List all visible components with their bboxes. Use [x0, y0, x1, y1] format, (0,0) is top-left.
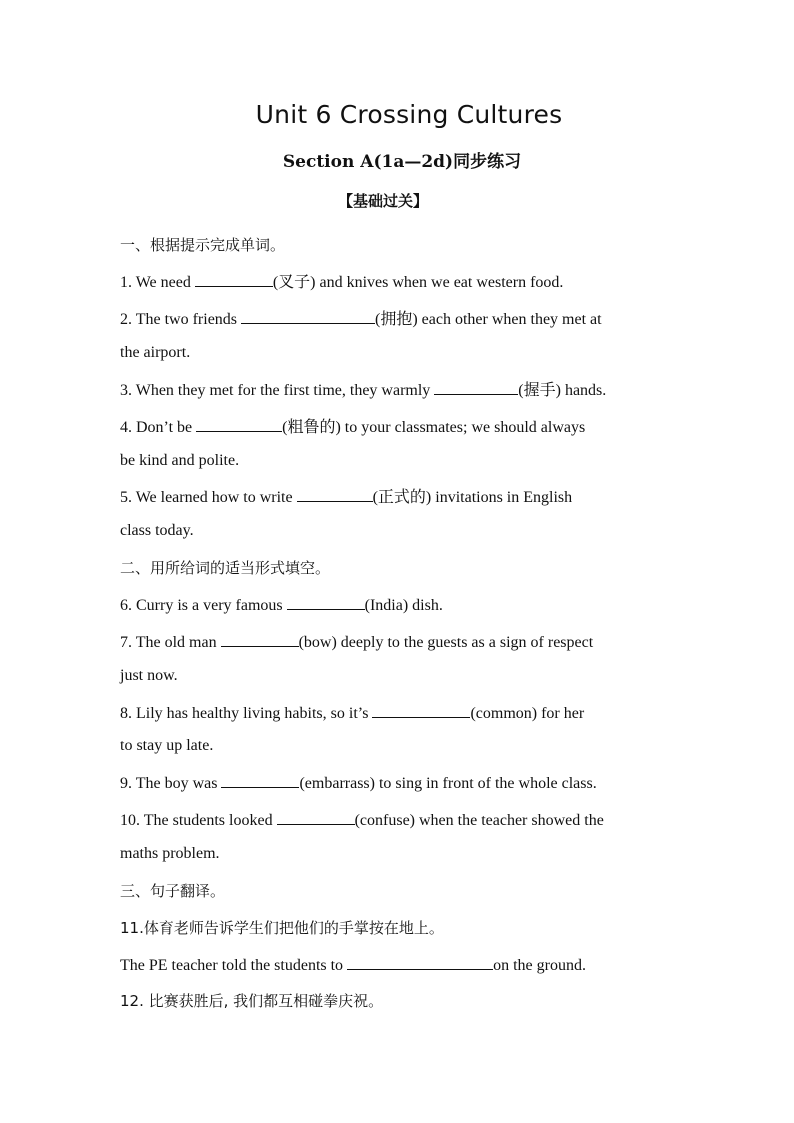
- part3-heading: 三、句子翻译。: [120, 882, 226, 900]
- page-subtitle: Section A(1a—2d)同步练习: [282, 152, 522, 172]
- question-7: [120, 632, 674, 653]
- question-text: 1. We need: [120, 274, 195, 291]
- question-2: [120, 309, 674, 330]
- question-hint: (拥抱) each other when they met at: [375, 311, 602, 328]
- answer-blank[interactable]: [277, 810, 355, 825]
- answer-blank[interactable]: [347, 955, 493, 970]
- answer-blank[interactable]: [241, 309, 375, 324]
- question-hint: (common) for her: [470, 705, 585, 722]
- question-hint: (叉子) and knives when we eat western food.: [272, 274, 564, 291]
- question-hint: (India) dish.: [364, 597, 443, 614]
- question-hint: (粗鲁的) to your classmates; we should always: [282, 419, 586, 436]
- question-1: [120, 272, 674, 293]
- question-hint: (embarrass) to sing in front of the whole class.: [299, 775, 597, 792]
- question-hint: (握手) hands.: [518, 382, 607, 399]
- question-text: The PE teacher told the students to: [120, 957, 348, 974]
- page-title: Unit 6 Crossing Cultures: [255, 100, 563, 129]
- answer-blank[interactable]: [434, 380, 518, 395]
- answer-blank[interactable]: [372, 703, 470, 718]
- question-11-chinese: 11.体育老师告诉学生们把他们的手掌按在地上。: [120, 919, 444, 937]
- question-text: 4. Don’t be: [120, 419, 197, 436]
- question-hint: (正式的) invitations in English: [372, 489, 573, 506]
- question-text: 10. The students looked: [120, 812, 277, 829]
- question-6: [120, 595, 674, 616]
- question-7-continued: just now.: [120, 667, 178, 684]
- question-text: 3. When they met for the first time, they warmly: [120, 382, 435, 399]
- section-label: 【基础过关】: [337, 192, 428, 210]
- question-4: [120, 417, 674, 438]
- question-8: [120, 703, 674, 724]
- answer-blank[interactable]: [287, 595, 365, 610]
- part1-heading: 一、根据提示完成单词。: [120, 236, 286, 254]
- question-8-continued: to stay up late.: [120, 737, 214, 754]
- question-text: 2. The two friends: [120, 311, 242, 328]
- answer-blank[interactable]: [221, 773, 299, 788]
- question-text: 8. Lily has healthy living habits, so it’s: [120, 705, 373, 722]
- question-text-end: on the ground.: [493, 957, 586, 974]
- answer-blank[interactable]: [297, 487, 373, 502]
- question-text: 6. Curry is a very famous: [120, 597, 287, 614]
- question-text: 5. We learned how to write: [120, 489, 297, 506]
- question-3: [120, 380, 674, 401]
- answer-blank[interactable]: [196, 417, 282, 432]
- question-5: [120, 487, 674, 508]
- question-4-continued: be kind and polite.: [120, 452, 240, 469]
- question-10: [120, 810, 674, 831]
- question-hint: (confuse) when the teacher showed the: [354, 812, 604, 829]
- question-2-continued: the airport.: [120, 344, 191, 361]
- question-9: [120, 773, 674, 794]
- question-5-continued: class today.: [120, 522, 194, 539]
- answer-blank[interactable]: [195, 272, 273, 287]
- question-12-chinese: 12. 比赛获胜后, 我们都互相碰拳庆祝。: [120, 992, 384, 1010]
- question-text: 9. The boy was: [120, 775, 222, 792]
- part2-heading: 二、用所给词的适当形式填空。: [120, 559, 331, 577]
- question-11-english: [120, 955, 674, 976]
- answer-blank[interactable]: [221, 632, 299, 647]
- question-10-continued: maths problem.: [120, 845, 220, 862]
- question-text: 7. The old man: [120, 634, 221, 651]
- question-hint: (bow) deeply to the guests as a sign of respect: [298, 634, 594, 651]
